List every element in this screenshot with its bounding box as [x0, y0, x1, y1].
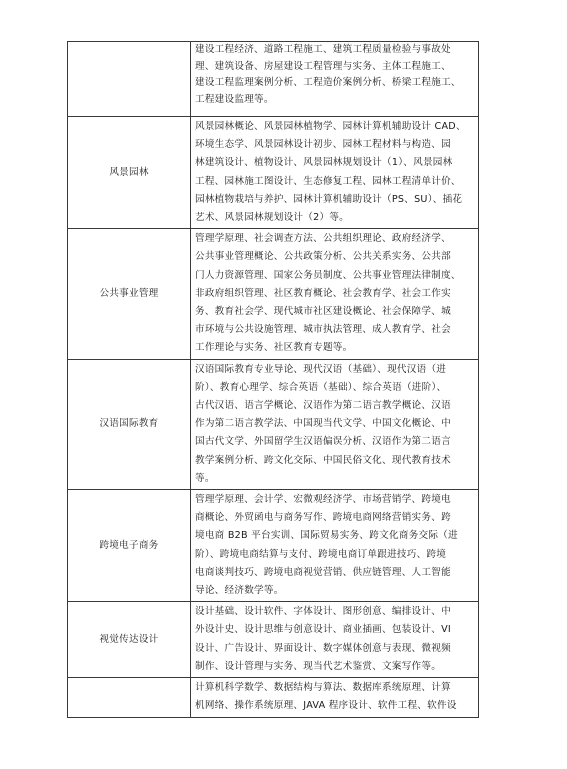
- course-list-cell: [191, 490, 479, 602]
- major-cell: 公共事业管理: [68, 229, 191, 359]
- course-list-cell: [191, 229, 479, 359]
- course-list-cell: [191, 602, 479, 678]
- course-line: 园林植物栽培与养护、园林计算机辅助设计（PS、SU）、插花: [195, 193, 463, 205]
- table-row: [68, 359, 479, 489]
- course-line: 机网络、操作系统原理、JAVA 程序设计、软件工程、软件设: [195, 700, 457, 712]
- course-line: 设计、广告设计、界面设计、数字媒体创意与表现、微视频: [195, 642, 451, 654]
- course-line: 非政府组织管理、社区教育概论、社会教育学、社会工作实: [195, 287, 451, 299]
- course-line: 等。: [195, 472, 215, 484]
- course-line: 设计基础、设计软件、字体设计、图形创意、编排设计、中: [195, 606, 451, 618]
- table-row: [68, 42, 479, 117]
- course-line: 计算机科学数学、数据结构与算法、数据库系统原理、计算: [195, 682, 451, 694]
- table-row: [68, 678, 479, 717]
- course-line: 管理学原理、社会调查方法、公共组织理论、政府经济学、: [195, 233, 451, 245]
- course-line: 理、建筑设备、房屋建设工程管理与实务、主体工程施工、: [195, 60, 451, 72]
- course-list-cell: [191, 42, 479, 117]
- course-table: [67, 41, 479, 718]
- major-cell: 汉语国际教育: [68, 359, 191, 489]
- course-list-cell: [191, 117, 479, 229]
- course-line: 工作理论与实务、社区教育专题等。: [195, 342, 353, 354]
- course-line: 外设计史、设计思维与创意设计、商业插画、包装设计、VI: [195, 624, 451, 636]
- course-line: 制作、设计管理与实务、现当代艺术鉴赏、文案写作等。: [195, 660, 442, 672]
- table-row: [68, 117, 479, 229]
- course-line: 作为第二语言教学法、中国现当代文学、中国文化概论、中: [195, 418, 451, 430]
- course-line: 商概论、外贸函电与商务写作、跨境电商网络营销实务、跨: [195, 512, 451, 524]
- course-line: 阶）、跨境电商结算与支付、跨境电商订单跟进技巧、跨境: [195, 548, 447, 560]
- course-line: 艺术、风景园林规划设计（2）等。: [195, 212, 350, 224]
- course-line: 阶）、教育心理学、综合英语（基础）、综合英语（进阶）、: [195, 381, 447, 393]
- course-line: 林建筑设计、植物设计、风景园林规划设计（1）、风景园林: [195, 157, 453, 169]
- course-line: 环境生态学、风景园林设计初步、园林工程材料与构造、园: [195, 139, 451, 151]
- course-line: 工程建设监理等。: [195, 93, 274, 105]
- major-cell: 风景园林: [68, 117, 191, 229]
- table-row: [68, 229, 479, 359]
- course-line: 国古代文学、外国留学生汉语偏误分析、汉语作为第二语言: [195, 436, 451, 448]
- major-cell: [68, 42, 191, 117]
- course-line: 风景园林概论、风景园林植物学、园林计算机辅助设计 CAD、: [195, 121, 466, 132]
- major-cell: [68, 678, 191, 717]
- course-line: 工程、园林施工图设计、生态修复工程、园林工程清单计价、: [195, 175, 461, 187]
- course-line: 务、教育社会学、现代城市社区建设概论、社会保障学、城: [195, 306, 451, 318]
- course-line: 管理学原理、会计学、宏微观经济学、市场营销学、跨境电: [195, 494, 451, 506]
- course-line: 建设工程监理案例分析、工程造价案例分析、桥梁工程施工、: [195, 77, 461, 89]
- course-line: 境电商 B2B 平台实训、国际贸易实务、跨文化商务交际（进: [195, 530, 458, 542]
- course-line: 教学案例分析、跨文化交际、中国民俗文化、现代教育技术: [195, 454, 451, 466]
- course-line: 古代汉语、语言学概论、汉语作为第二语言教学概论、汉语: [195, 400, 451, 412]
- course-line: 电商谈判技巧、跨境电商视觉营销、供应链管理、人工智能: [195, 566, 451, 578]
- course-line: 门人力资源管理、国家公务员制度、公共事业管理法律制度、: [195, 269, 461, 281]
- course-line: 建设工程经济、道路工程施工、建筑工程质量检验与事故处: [195, 44, 451, 55]
- course-line: 公共事业管理概论、公共政策分析、公共关系实务、公共部: [195, 251, 451, 263]
- course-line: 导论、经济数学等。: [195, 585, 284, 597]
- course-line: 汉语国际教育专业导论、现代汉语（基础）、现代汉语（进: [195, 363, 447, 375]
- course-list-cell: [191, 359, 479, 489]
- table-row: [68, 602, 479, 678]
- major-cell: 跨境电子商务: [68, 490, 191, 602]
- major-cell: 视觉传达设计: [68, 602, 191, 678]
- course-line: 市环境与公共设施管理、城市执法管理、成人教育学、社会: [195, 324, 451, 336]
- table-row: [68, 490, 479, 602]
- course-list-cell: [191, 678, 479, 717]
